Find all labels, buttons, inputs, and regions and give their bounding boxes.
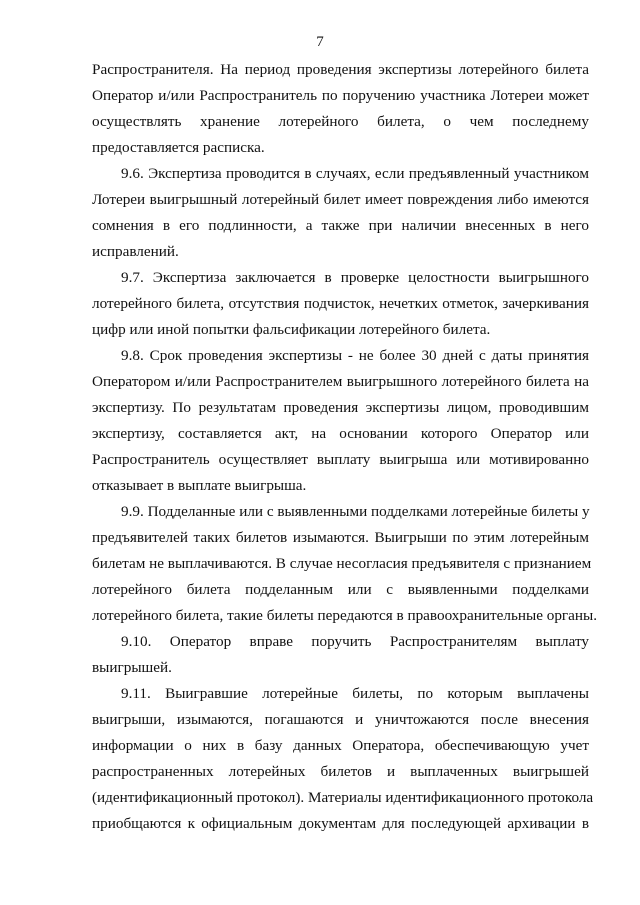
text-line: выигрышей. — [92, 659, 172, 676]
text-line: (идентификационный протокол). Материалы идентификационного протокола — [92, 789, 594, 806]
text-line: билетам не выплачиваются. В случае несогласия предъявителя с признанием — [92, 555, 592, 572]
text-line: информации о них в базу данных Оператора, обеспечивающую учет — [92, 737, 589, 754]
paragraph-9-8-first-line: 9.8. Срок проведения экспертизы - не более 30 дней с даты принятия — [121, 347, 589, 364]
text-line: исправлений. — [92, 243, 179, 260]
text-line: Оператор и/или Распространитель по поручению участника Лотереи может — [92, 87, 589, 104]
text-line: отказывает в выплате выигрыша. — [92, 477, 307, 494]
paragraph-9-9-first-line: 9.9. Подделанные или с выявленными подделками лотерейные билеты у — [121, 503, 590, 520]
paragraph-9-7-first-line: 9.7. Экспертиза заключается в проверке целостности выигрышного — [121, 269, 589, 286]
text-line: распространенных лотерейных билетов и выплаченных выигрышей — [92, 763, 589, 780]
text-line: экспертизу, составляется акт, на основании которого Оператор или — [92, 425, 589, 442]
page-number: 7 — [316, 34, 324, 50]
text-line: Распространителя. На период проведения экспертизы лотерейного билета — [92, 61, 589, 78]
text-line: лотерейного билета, такие билеты передаются в правоохранительные органы. — [92, 607, 598, 624]
text-line: предоставляется расписка. — [92, 139, 265, 156]
text-line: экспертизу. По результатам проведения экспертизы лицом, проводившим — [92, 399, 589, 416]
text-line: осуществлять хранение лотерейного билета, о чем последнему — [92, 113, 589, 130]
text-line: Оператором и/или Распространителем выигрышного лотерейного билета на — [92, 373, 589, 390]
text-line: цифр или иной попытки фальсификации лотерейного билета. — [92, 321, 491, 338]
paragraph-9-10-first-line: 9.10. Оператор вправе поручить Распространителям выплату — [121, 633, 589, 650]
paragraph-9-11-first-line: 9.11. Выигравшие лотерейные билеты, по которым выплачены — [121, 685, 589, 702]
text-line: выигрыши, изымаются, погашаются и уничтожаются после внесения — [92, 711, 589, 728]
paragraph-9-6-first-line: 9.6. Экспертиза проводится в случаях, если предъявленный участником — [121, 165, 589, 182]
text-line: сомнения в его подлинности, а также при наличии внесенных в него — [92, 217, 589, 234]
text-line: Лотереи выигрышный лотерейный билет имеет повреждения либо имеются — [92, 191, 589, 208]
text-line: приобщаются к официальным документам для последующей архивации в — [92, 815, 589, 832]
text-line: лотерейного билета, отсутствия подчисток, нечетких отметок, зачеркивания — [92, 295, 589, 312]
text-line: Распространитель осуществляет выплату выигрыша или мотивированно — [92, 451, 589, 468]
text-line: предъявителей таких билетов изымаются. Выигрыши по этим лотерейным — [92, 529, 589, 546]
text-line: лотерейного билета подделанным или с выявленными подделками — [92, 581, 589, 598]
